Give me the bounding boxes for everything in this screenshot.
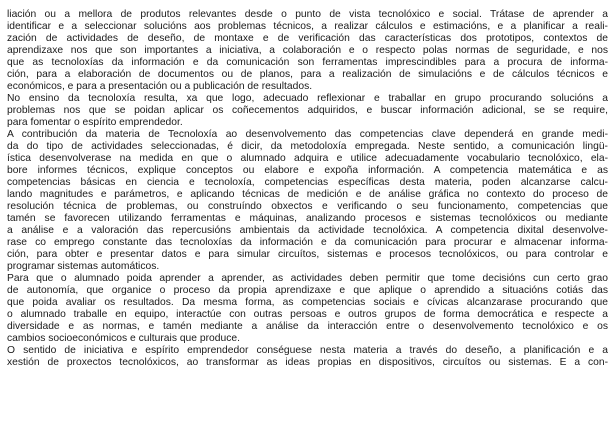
paragraph-3 (7, 129, 608, 273)
text-line: o alumnado traballe en equipo, interactúe con outras persoas e outros grupos de forma democrática e respecte a (7, 309, 608, 320)
text-line: identificar e a seleccionar solucións aos problemas técnicos, a realizar cálculos e estimacións, e a planificar a reali- (7, 21, 608, 32)
text-line: económicos, e para a presentación ou a publicación de resultados. (7, 81, 313, 92)
text-line: liación ou a mellora de produtos relevantes desde o punto de vista tecnolóxico e social. Trátase de aprender a (7, 9, 608, 20)
text-line: xestión de proxectos tecnolóxicos, ao transformar as ideas propias en dispositivos, circuítos ou sistemas. E a con- (7, 357, 608, 368)
text-line: que poida avaliar os resultados. Da mesma forma, as competencias sociais e cívicas alcanzarase procurando que (7, 297, 608, 308)
text-line: programar sistemas automáticos. (7, 261, 160, 272)
text-line: de autonomía, que organice o proceso da propia aprendizaxe e que aplique o aprendido a situacións cotiás das (7, 285, 608, 296)
text-line: competencias básicas en ciencia e tecnoloxía, competencias específicas desta materia, poden alcanzarse calcu- (7, 177, 608, 188)
text-line: cambios socioeconómicos e culturais que produce. (7, 333, 240, 344)
text-line: rase co emprego constante das tecnoloxías da información e da comunicación para procurar e almacenar informa- (7, 237, 608, 248)
text-line: aprendizaxe nos que son importantes a iniciativa, a colaboración e o respecto polas normas de seguridade, e nos (7, 45, 608, 56)
text-line: resolución técnica de problemas, ou construíndo obxectos e verificando o seu funcionamento, competencias que (7, 201, 608, 212)
text-line: diversidade e as normas, e tamén mediante a análise da interacción entre o desenvolvemento tecnolóxico e os (7, 321, 608, 332)
text-line: O sentido de iniciativa e espírito emprendedor conséguese nesta materia a través do deseño, a planificación e a (7, 345, 608, 356)
text-line: ción, para a elaboración de documentos ou de planos, para a realización de simulacións e de cálculos técnicos e (7, 69, 608, 80)
text-line: que as tecnoloxías da información e da comunicación son ferramentas imprescindibles para a procura de informa- (7, 57, 608, 68)
text-line: da do tipo de actividades seleccionadas, é dicir, da metodoloxía empregada. Neste sentido, a comunicación lingü- (7, 141, 608, 152)
document-page (7, 9, 608, 369)
text-line: tamén se favorecen utilizando ferramentas e máquinas, analizando procesos e sistemas tecnolóxicos ou mediante (7, 213, 608, 224)
paragraph-5 (7, 345, 608, 369)
text-line: para fomentar o espírito emprendedor. (7, 117, 183, 128)
text-line: ción, para obter e presentar datos e para simular circuítos, sistemas e procesos tecnolóxicos, ou para controlar e (7, 249, 608, 260)
text-line: bore informes técnicos, explique conceptos ou elabore e expoña información. A competencia matemática e as (7, 165, 608, 176)
text-line: Para que o alumnado poida aprender a aprender, as actividades deben permitir que tome decisións cun certo grao (7, 273, 608, 284)
paragraph-2 (7, 93, 608, 129)
text-line: ística desenvolverase na medida en que o alumnado adquira e utilice adecuadamente vocabulario tecnolóxico, ela- (7, 153, 608, 164)
text-line: zación de actividades de deseño, de montaxe e de verificación das características dos prototipos, contextos de (7, 33, 608, 44)
paragraph-1 (7, 9, 608, 93)
paragraph-4 (7, 273, 608, 345)
text-line: lando magnitudes e parámetros, e aplicando técnicas de medición e de análise gráfica no contexto do proceso de (7, 189, 608, 200)
text-line: No ensino da tecnoloxía resulta, xa que logo, adecuado reflexionar e traballar en grupo procurando solucións a (7, 93, 608, 104)
text-line: problemas nos que se poidan aplicar os coñecementos adquiridos, e buscar información adicional, se se require, (7, 105, 608, 116)
text-line: a análise e a valoración das repercusións ambientais da actividade tecnolóxica. A competencia dixital desenvolve- (7, 225, 608, 236)
text-line: A contribución da materia de Tecnoloxía ao desenvolvemento das competencias clave dependerá en grande medi- (7, 129, 608, 140)
